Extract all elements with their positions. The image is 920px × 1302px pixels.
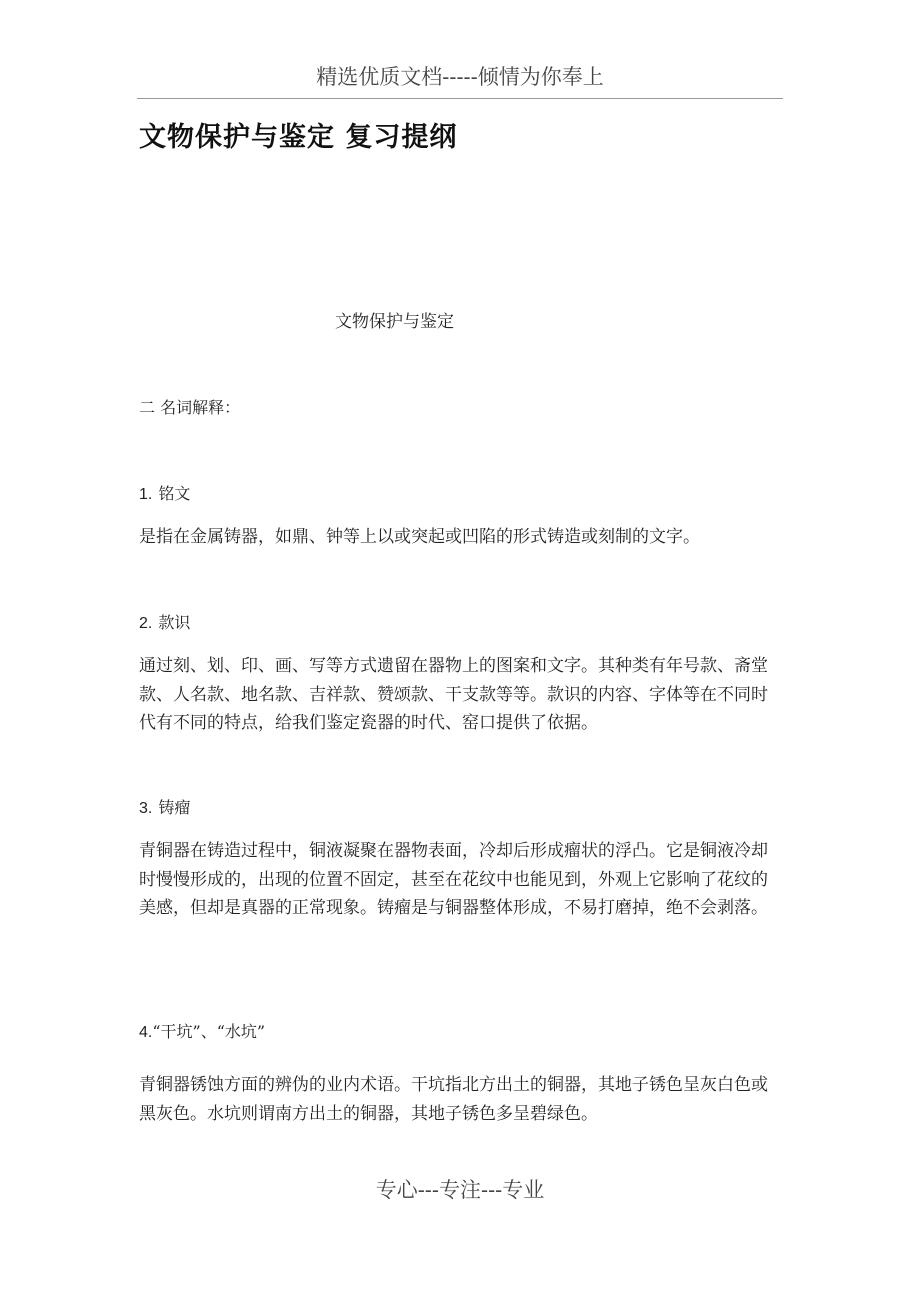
term-number: 1.: [139, 486, 153, 503]
page-footer: 专心---专注---专业: [375, 1178, 545, 1202]
term-name: 铸瘤: [158, 798, 191, 817]
term-number: 4.: [139, 1024, 153, 1041]
document-title: 文物保护与鉴定 复习提纲: [139, 122, 458, 153]
term-name: “干坑”、“水坑”: [152, 1022, 266, 1041]
term-number: 2.: [139, 615, 153, 632]
section-heading: 二 名词解释：: [139, 398, 241, 417]
term-definition-4: 青铜器锈蚀方面的辨伪的业内术语。干坑指北方出土的铜器，其地子锈色呈灰白色或黑灰色。水坑则谓南方出土的铜器，其地子锈色多呈碧绿色。: [139, 1075, 768, 1124]
term-heading-1: [139, 481, 781, 508]
page-header: 精选优质文档-----倾情为你奉上: [316, 65, 604, 89]
term-definition-2: 通过刻、划、印、画、写等方式遗留在器物上的图案和文字。其种类有年号款、斋堂款、人名款、地名款、吉祥款、赞颂款、干支款等等。款识的内容、字体等在不同时代有不同的特点，给我们鉴定瓷器的时代、窑口提供了依据。: [139, 656, 768, 733]
term-name: 铭文: [158, 484, 191, 503]
term-heading-3: [139, 795, 781, 822]
term-definition-3: 青铜器在铸造过程中，铜液凝聚在器物表面，冷却后形成瘤状的浮凸。它是铜液冷却时慢慢形成的，出现的位置不固定，甚至在花纹中也能见到，外观上它影响了花纹的美感，但却是真器的正常现象。铸瘤是与铜器整体形成，不易打磨掉，绝不会剥落。: [139, 841, 768, 918]
term-name: 款识: [158, 613, 191, 632]
term-number: 3.: [139, 800, 153, 817]
term-heading-4: [139, 1019, 781, 1046]
term-heading-2: [139, 610, 781, 637]
header-divider: [137, 98, 783, 99]
term-definition-1: 是指在金属铸器，如鼎、钟等上以或突起或凹陷的形式铸造或刻制的文字。: [139, 527, 700, 547]
document-subtitle: 文物保护与鉴定: [335, 312, 454, 332]
